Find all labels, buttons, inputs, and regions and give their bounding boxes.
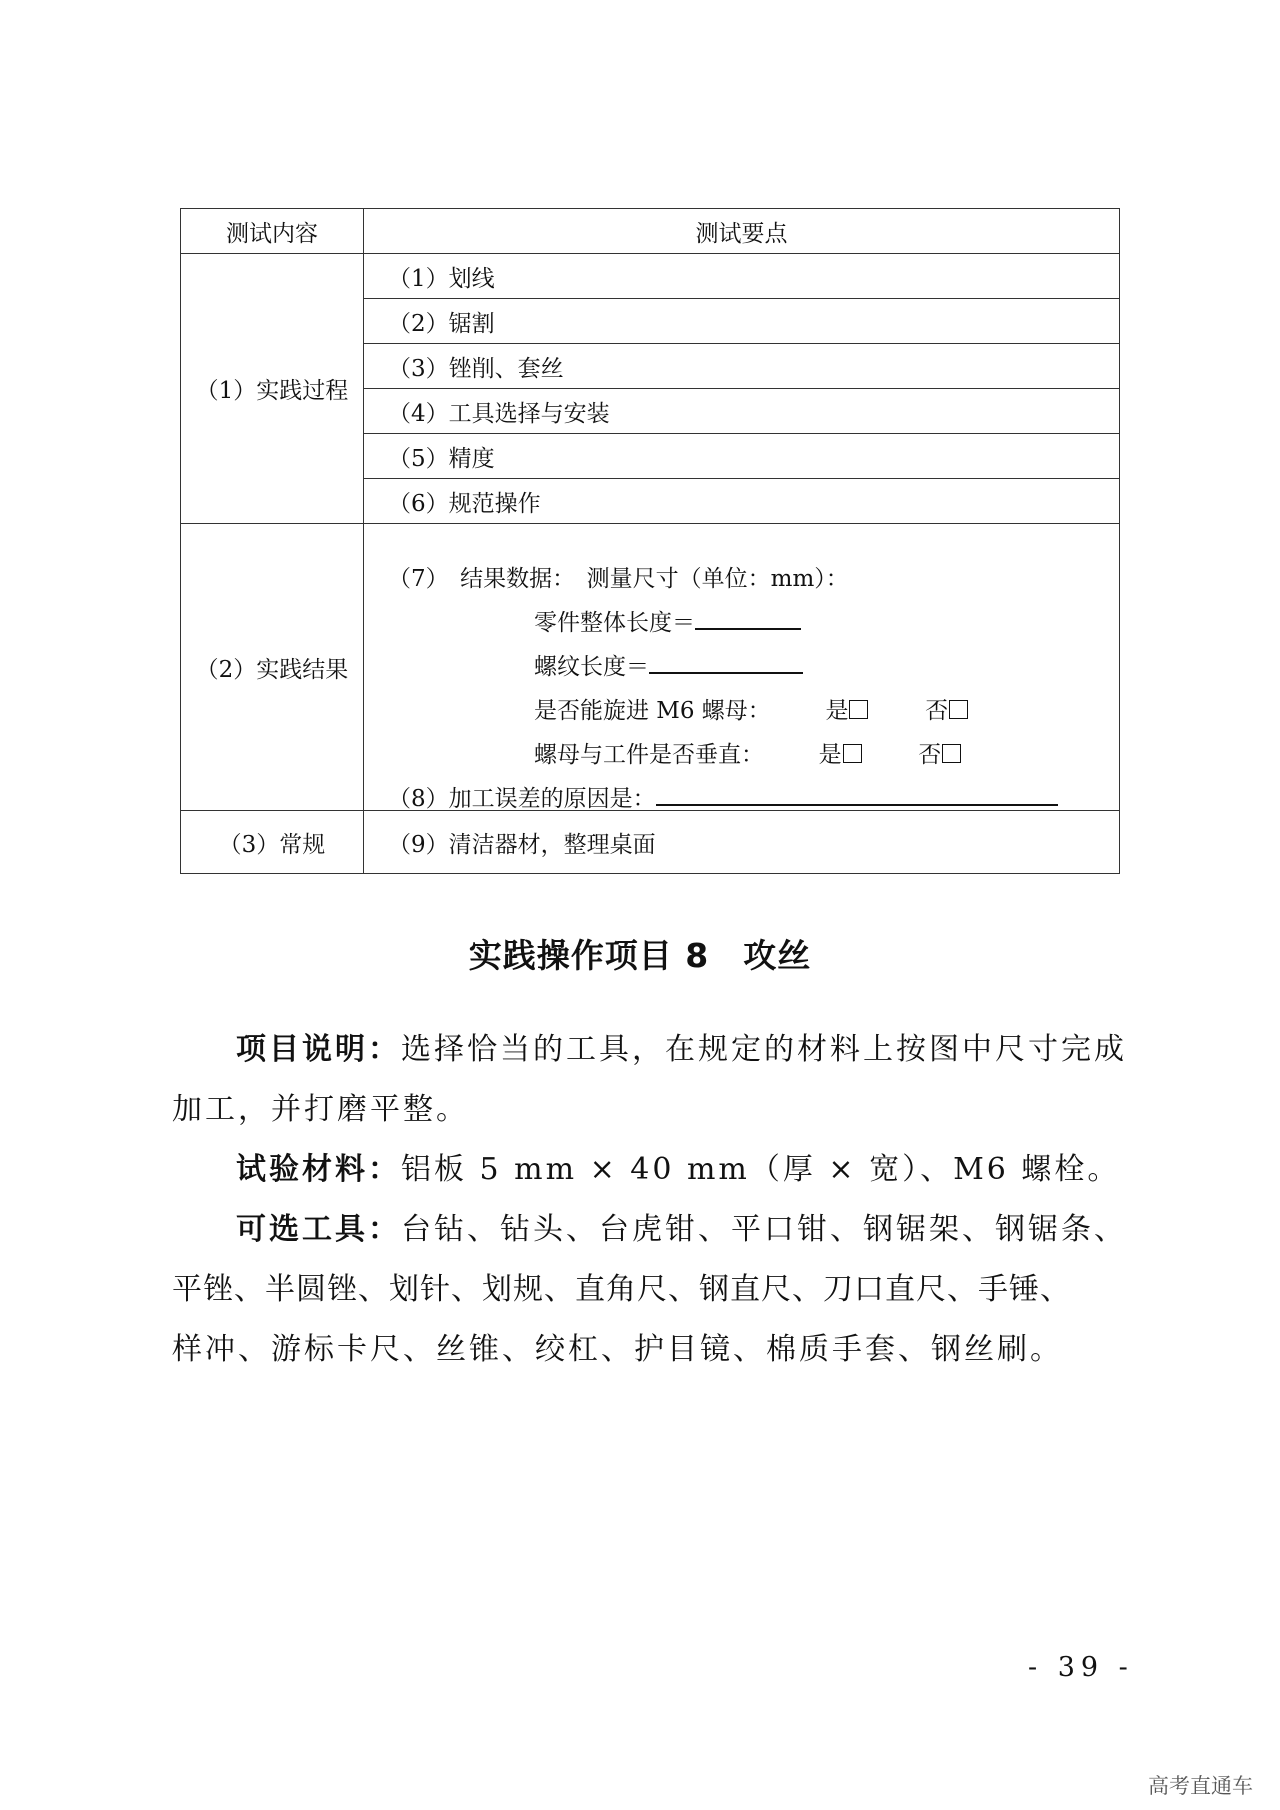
perpendicular-no-label: 否 [918, 742, 942, 768]
perpendicular-yes-checkbox[interactable] [843, 744, 862, 763]
point-item: （5）精度 [364, 434, 1120, 479]
result-data-heading: （7） 结果数据： 测量尺寸（单位：mm）： [388, 566, 849, 592]
optional-tools-cont2 [172, 1320, 1132, 1380]
perpendicular-row [534, 736, 961, 769]
nut-fit-row [534, 692, 968, 725]
optional-tools-cont [172, 1260, 1132, 1320]
header-test-points: 测试要点 [364, 209, 1120, 254]
overall-length-label: 零件整体长度＝ [534, 610, 695, 636]
perpendicular-no-checkbox[interactable] [942, 744, 961, 763]
point-item: （6）规范操作 [364, 479, 1120, 524]
nut-fit-yes-checkbox[interactable] [849, 700, 868, 719]
project-description-cont [172, 1080, 1132, 1140]
nut-fit-yes-label: 是 [825, 698, 849, 724]
nut-fit-no-checkbox[interactable] [949, 700, 968, 719]
thread-length-label: 螺纹长度＝ [534, 654, 649, 680]
group-routine-label: （3）常规 [181, 811, 364, 874]
error-reason-row [388, 780, 1058, 813]
point-item: （9）清洁器材，整理桌面 [364, 811, 1120, 874]
description-text-cont: 加工，并打磨平整。 [172, 1092, 469, 1127]
description-label: 项目说明： [236, 1032, 401, 1067]
tools-text-cont2: 样冲、游标卡尺、丝锥、绞杠、护目镜、棉质手套、钢丝刷。 [172, 1332, 1063, 1367]
test-table [180, 208, 1120, 874]
result-data-cell [364, 524, 1120, 811]
point-item: （2）锯割 [364, 299, 1120, 344]
page-number: - 39 - [1028, 1652, 1134, 1683]
thread-length-blank[interactable] [649, 671, 803, 674]
test-materials [172, 1140, 1132, 1200]
watermark-text: 高考直通车 [1148, 1774, 1253, 1798]
point-item: （3）锉削、套丝 [364, 344, 1120, 389]
thread-length-row [534, 648, 803, 681]
description-text: 选择恰当的工具，在规定的材料上按图中尺寸完成 [401, 1032, 1127, 1067]
header-test-content: 测试内容 [181, 209, 364, 254]
overall-length-row [534, 604, 801, 637]
tools-text: 台钻、钻头、台虎钳、平口钳、钢锯架、钢锯条、 [401, 1212, 1127, 1247]
nut-fit-question: 是否能旋进 M6 螺母： [534, 698, 771, 724]
section-title: 实践操作项目 8 攻丝 [468, 936, 812, 975]
point-item: （1）划线 [364, 254, 1120, 299]
materials-text: 铝板 5 mm × 40 mm（厚 × 宽）、M6 螺栓。 [401, 1152, 1121, 1187]
table-header-row [181, 209, 1120, 254]
table-row [181, 524, 1120, 811]
result-block [388, 542, 1095, 812]
materials-label: 试验材料： [236, 1152, 401, 1187]
nut-fit-no-label: 否 [925, 698, 949, 724]
group-practice-process-label: （1）实践过程 [181, 254, 364, 524]
project-description [172, 1020, 1132, 1080]
tools-text-cont: 平锉、半圆锉、划针、划规、直角尺、钢直尺、刀口直尺、手锤、 [172, 1272, 1071, 1307]
error-reason-blank[interactable] [656, 803, 1058, 806]
error-reason-label: （8）加工误差的原因是： [388, 786, 656, 812]
perpendicular-question: 螺母与工件是否垂直： [534, 742, 764, 768]
perpendicular-yes-label: 是 [818, 742, 842, 768]
tools-label: 可选工具： [236, 1212, 401, 1247]
point-item: （4）工具选择与安装 [364, 389, 1120, 434]
optional-tools [172, 1200, 1132, 1260]
group-practice-result-label: （2）实践结果 [181, 524, 364, 811]
overall-length-blank[interactable] [695, 627, 801, 630]
table-row [181, 811, 1120, 874]
table-row [181, 254, 1120, 299]
